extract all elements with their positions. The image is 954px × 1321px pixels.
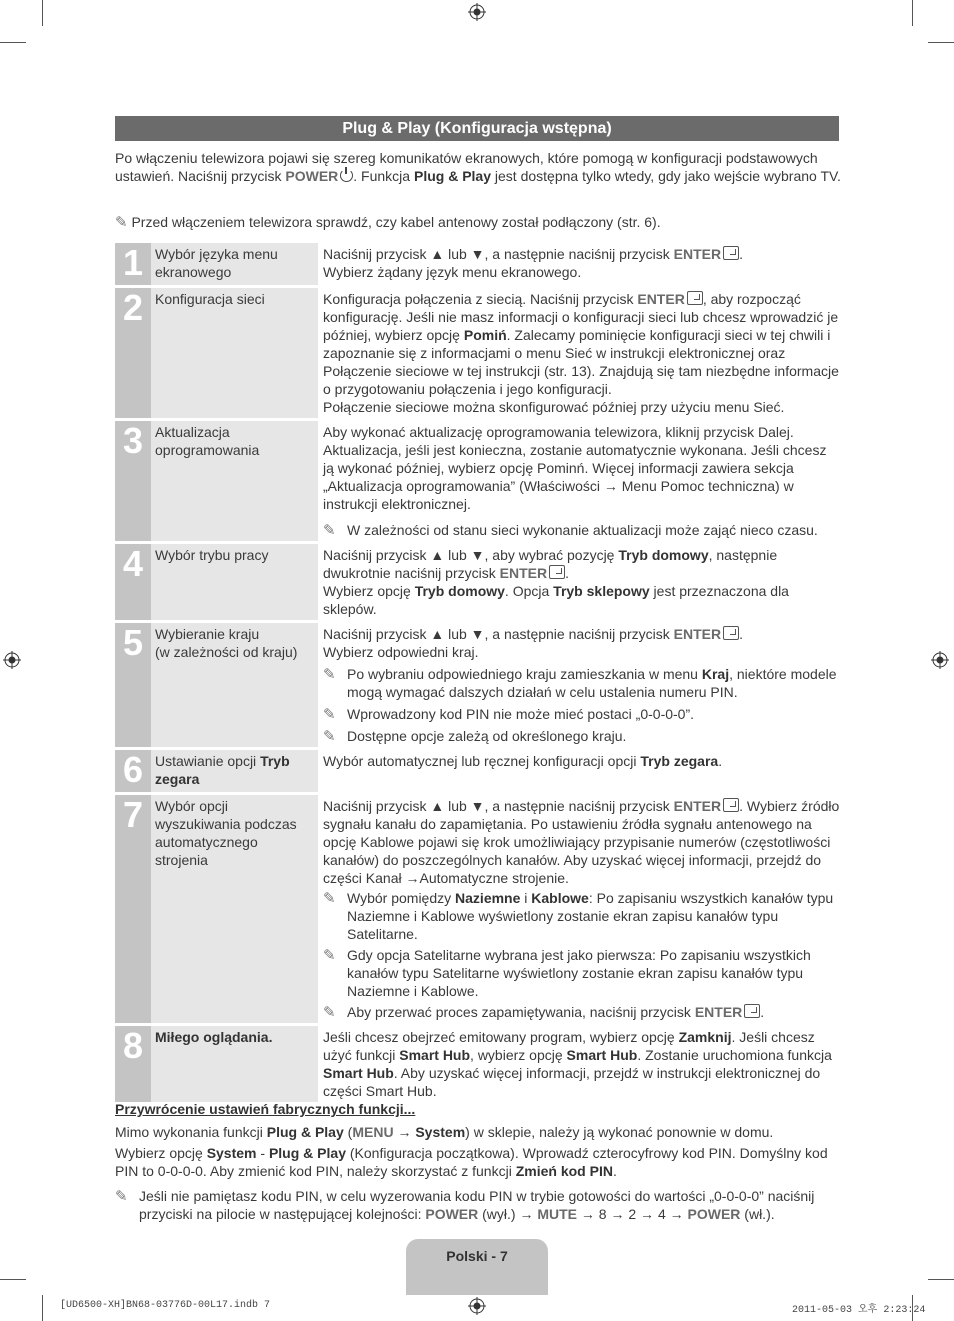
step-description: Naciśnij przycisk ▲ lub ▼, a następnie naciśnij przycisk ENTER . Wybierz żądany język menu ekranowego. [323,246,743,280]
setup-steps-table [115,240,841,1105]
crop-mark [42,0,43,26]
step-row [115,544,841,620]
registration-mark-icon [931,651,949,669]
step-label: Ustawianie opcji Tryb zegara [151,750,318,792]
step-number: 2 [115,288,151,418]
step-description: Konfiguracja połączenia z siecią. Naciśnij przycisk ENTER , aby rozpocząć konfigurację. Jeśli nie masz informacji o konfiguracji sieci lub chcesz wprowadzić je później, wybierz opcję Pomiń. Zalecamy pominięcie konfiguracji sieci w tej chwili i zapoznanie się z informacjami o menu Sieć w instrukcji elektronicznej oraz Połączenie sieciowe w tej instrukcji (str. 13). Znajdują się tam niezbędne informacje o przygotowaniu połączenia i jego konfiguracji. Połączenie sieciowe można skonfigurować później przy użyciu menu Sieć. [323,291,839,415]
crop-mark [912,0,913,26]
step-label: Miłego oglądania. [151,1026,318,1102]
step-description: Naciśnij przycisk ▲ lub ▼, aby wybrać pozycję Tryb domowy, następnie dwukrotnie naciśnij przycisk ENTER . Wybierz opcję Tryb domowy. Opcja Tryb sklepowy jest przeznaczona dla sklepów. [323,547,789,617]
step-row [115,288,841,418]
step-number: 6 [115,750,151,792]
enter-icon [723,798,739,812]
note-pencil-icon: ✎ [323,665,336,683]
enter-icon [744,1004,760,1018]
step-label: Wybór opcji wyszukiwania podczas automatycznego strojenia [151,795,318,1023]
enter-icon [549,565,565,579]
crop-mark [42,1295,43,1321]
step-number: 1 [115,243,151,285]
step-label: Konfiguracja sieci [151,288,318,418]
note-pencil-icon: ✎ [323,1003,336,1021]
step-row [115,243,841,285]
registration-mark-icon [3,651,21,669]
step-label: Wybór trybu pracy [151,544,318,620]
step-number: 3 [115,421,151,541]
section-title: Plug & Play (Konfiguracja wstępna) [115,116,839,141]
crop-mark [928,42,954,43]
note-pencil-icon: ✎ [323,727,336,745]
page-number-tab: Polski - 7 [406,1239,548,1295]
registration-mark-icon [468,3,486,21]
step-row [115,795,841,1023]
intro-note: ✎ Przed włączeniem telewizora sprawdź, czy kabel antenowy został podłączony (str. 6). [115,213,661,231]
power-icon [340,169,353,182]
registration-mark-icon [468,1297,486,1315]
note-pencil-icon: ✎ [115,1187,128,1205]
step-row [115,623,841,747]
note-pencil-icon: ✎ [323,946,336,964]
step-number: 8 [115,1026,151,1102]
note-pencil-icon: ✎ [115,213,128,231]
step-label: Aktualizacja oprogramowania [151,421,318,541]
step-row [115,1026,841,1102]
step-description: Jeśli chcesz obejrzeć emitowany program, wybierz opcję Zamknij. Jeśli chcesz użyć funkcji Smart Hub, wybierz opcję Smart Hub. Zostanie uruchomiona funkcja Smart Hub. Aby uzyskać więcej informacji, przejdź w instrukcji elektronicznej do części Smart Hub. [323,1029,832,1099]
step-number: 4 [115,544,151,620]
enter-icon [723,246,739,260]
crop-mark [928,1279,954,1280]
reset-heading: Przywrócenie ustawień fabrycznych funkcji... [115,1101,416,1117]
step-description: Wybór automatycznej lub ręcznej konfiguracji opcji Tryb zegara. [323,753,723,769]
note-pencil-icon: ✎ [323,889,336,907]
step-row [115,750,841,792]
enter-icon [723,626,739,640]
step-row [115,421,841,541]
step-description: Naciśnij przycisk ▲ lub ▼, a następnie naciśnij przycisk ENTER . Wybierz źródło sygnału kanału do zapamiętania. Po ustawieniu źródła sygnału antenowego na opcję Kablowe pojawi się krok umożliwiający przypisanie numerów (częstotliwości kanałów) do poszczególnych kanałów. Aby uzyskać więcej informacji, przejdź do części Kanał →Automatyczne strojenie. ✎ Wybór pomiędzy Naziemne i Kablowe: Po zapisaniu wszystkich kanałów typu Naziemne i Kablowe wyświetlony zostanie ekran zapisu kanałów typu Satelitarne. ✎ Gdy opcja Satelitarne wybrana jest jako pierwsza: Po zapisaniu wszystkich kanałów typu Satelitarne wyświetlony zostanie ekran zapisu kanałów typu Naziemne i Kablowe. ✎ Aby przerwać proces zapamiętywania, naciśnij przycisk ENTER . [323,798,840,1021]
crop-mark [0,42,26,43]
step-description: Naciśnij przycisk ▲ lub ▼, a następnie naciśnij przycisk ENTER . Wybierz odpowiedni kraj. ✎ Po wybraniu odpowiedniego kraju zamieszkania w menu Kraj, niektóre modele mogą wymagać dalszych działań w celu ustalenia numeru PIN. ✎ Wprowadzony kod PIN nie może mieć postaci „0-0-0-0”. ✎ Dostępne opcje zależą od określonego kraju. [323,626,837,745]
enter-icon [687,291,703,305]
note-pencil-icon: ✎ [323,521,336,539]
step-label: Wybór języka menu ekranowego [151,243,318,285]
step-number: 5 [115,623,151,747]
crop-mark [0,1279,26,1280]
intro-paragraph: Po włączeniu telewizora pojawi się szereg komunikatów ekranowych, które pomogą w konfiguracji podstawowych ustawień. Naciśnij przycisk POWER . Funkcja Plug & Play jest dostępna tylko wtedy, gdy jako wejście wybrano TV. [115,150,841,184]
print-file-info: [UD6500-XH]BN68-03776D-00L17.indb 7 [60,1300,271,1311]
note-pencil-icon: ✎ [323,705,336,723]
reset-section: Przywrócenie ustawień fabrycznych funkcji... Mimo wykonania funkcji Plug & Play (MENU → System) w sklepie, należy ją wykonać ponownie w domu. Wybierz opcję System - Plug & Play (Konfiguracja początkowa). Wprowadź czterocyfrowy kod PIN. Domyślny kod PIN to 0-0-0-0. Aby zmienić kod PIN, należy skorzystać z funkcji Zmień kod PIN. ✎ Jeśli nie pamiętasz kodu PIN, w celu wyzerowania kodu PIN w trybie gotowości do wartości „0-0-0-0” naciśnij przyciski na pilocie w następującej kolejności: POWER (wył.) → MUTE → 8 → 2 → 4 → POWER (wł.). [115,1100,843,1223]
step-description: Aby wykonać aktualizację oprogramowania telewizora, kliknij przycisk Dalej. Aktualizacja, jeśli jest konieczna, zostanie automatycznie wykonana. Jeśli chcesz ją wykonać później, wybierz opcję Pominń. Więcej informacji zawiera sekcja „Aktualizacja oprogramowania” (Właściwości → Menu Pomoc techniczna) w instrukcji elektronicznej. ✎ W zależności od stanu sieci wykonanie aktualizacji może zająć nieco czasu. [323,424,827,539]
print-date-info: 2011-05-03 오후 2:23:24 [792,1305,926,1316]
step-number: 7 [115,795,151,1023]
step-label: Wybieranie kraju (w zależności od kraju) [151,623,318,747]
